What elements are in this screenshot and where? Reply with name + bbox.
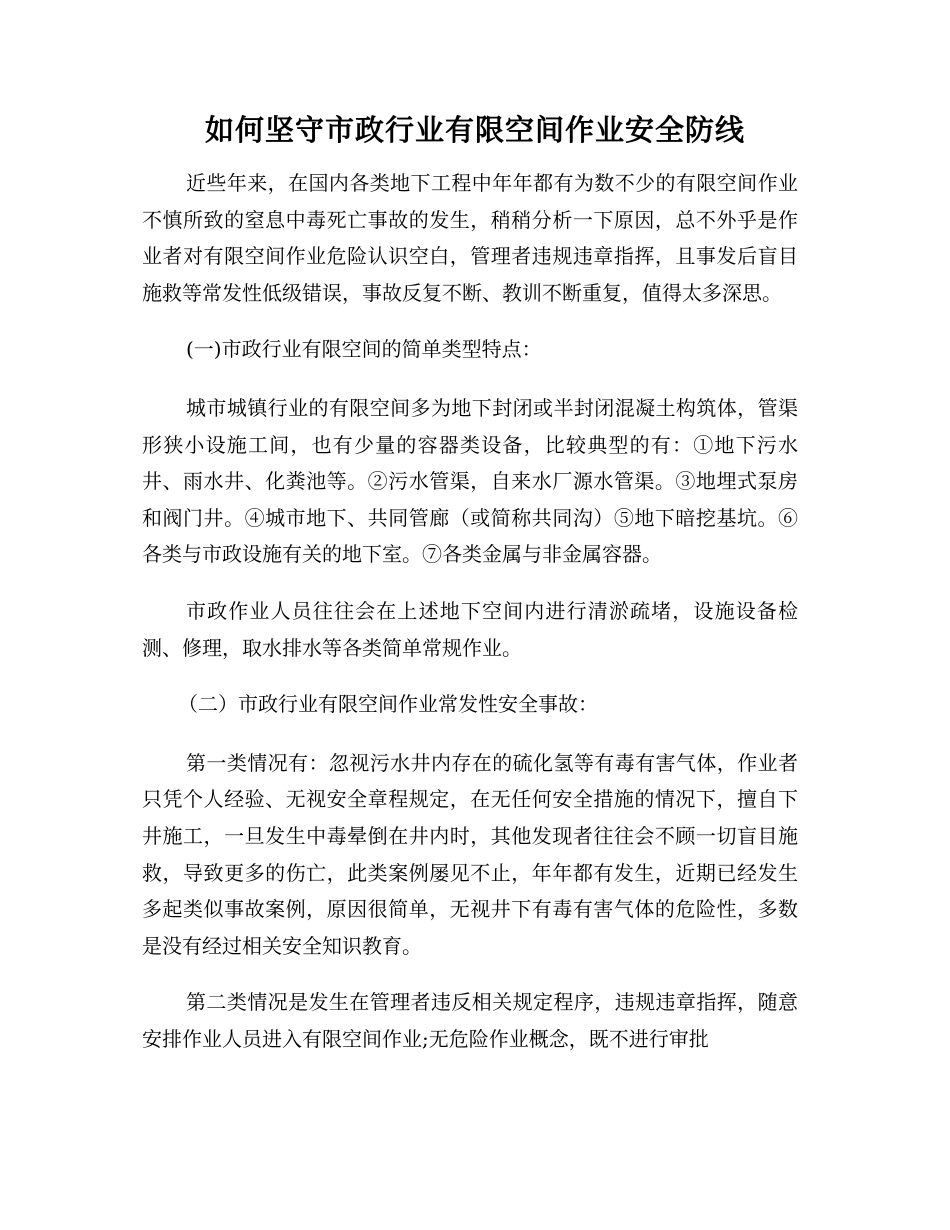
accident-type-1-paragraph: 第一类情况有：忽视污水井内存在的硫化氢等有毒有害气体，作业者只凭个人经验、无视安全章程规定，在无任何安全措施的情况下，擅自下井施工，一旦发生中毒晕倒在井内时，其他发现者往往会不顾一切盲目施救，导致更多的伤亡，此类案例屡见不止，年年都有发生，近期已经发生多起类似事故案例，原因很简单，无视井下有毒有害气体的危险性，多数是没有经过相关安全知识教育。 — [142, 750, 798, 958]
section-heading-1: (一)市政行业有限空间的简单类型特点： — [186, 337, 542, 362]
space-types-paragraph: 城市城镇行业的有限空间多为地下封闭或半封闭混凝土构筑体，管渠形狭小设施工间，也有少量的容器类设备，比较典型的有：①地下污水井、雨水井、化粪池等。②污水管渠，自来水厂源水管渠。③地埋式泵房和阀门井。④城市地下、共同管廊（或简称共同沟）⑤地下暗挖基坑。⑥各类与市政设施有关的地下室。⑦各类金属与非金属容器。 — [142, 395, 798, 567]
intro-paragraph: 近些年来，在国内各类地下工程中年年都有为数不少的有限空间作业不慎所致的窒息中毒死亡事故的发生，稍稍分析一下原因，总不外乎是作业者对有限空间作业危险认识空白，管理者违规违章指挥，且事发后盲目施救等常发性低级错误，事故反复不断、教训不断重复，值得太多深思。 — [142, 171, 798, 305]
document-title: 如何坚守市政行业有限空间作业安全防线 — [204, 113, 745, 147]
work-types-paragraph: 市政作业人员往往会在上述地下空间内进行清淤疏堵，设施设备检测、修理，取水排水等各类简单常规作业。 — [142, 598, 798, 660]
accident-type-2-paragraph: 第二类情况是发生在管理者违反相关规定程序，违规违章指挥，随意安排作业人员进入有限空间作业;无危险作业概念，既不进行审批 — [142, 990, 798, 1051]
document-body — [142, 165, 798, 1077]
section-heading-2: （二）市政行业有限空间作业常发性安全事故： — [178, 692, 598, 717]
